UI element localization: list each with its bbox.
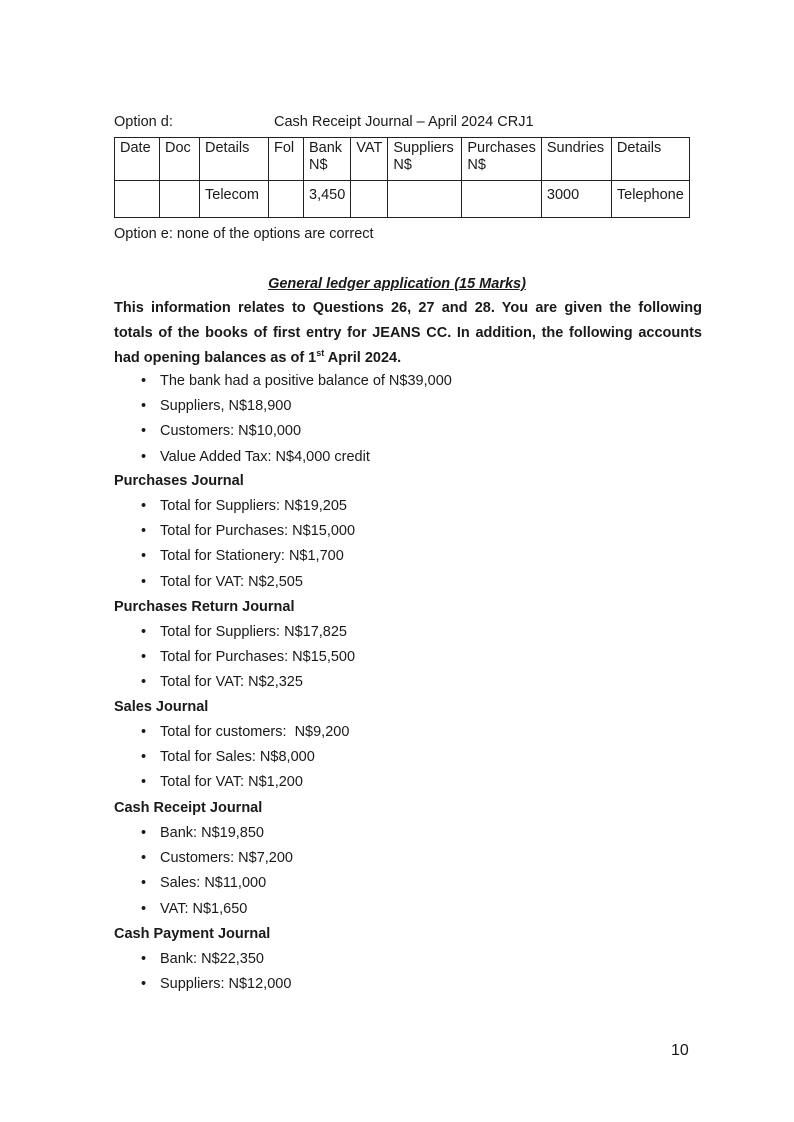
option-d-heading (114, 114, 714, 130)
table-header-row (115, 138, 690, 181)
header-cell: Sundries (541, 138, 611, 181)
bullet-icon: • (141, 976, 147, 993)
header-cell: Date (115, 138, 160, 181)
bullet-icon: • (141, 523, 147, 540)
list-item: • Bank: N$19,850 (114, 821, 714, 846)
bullet-icon: • (141, 573, 147, 590)
list-item: • Suppliers: N$12,000 (114, 972, 714, 997)
intro-text: This information relates to Questions 26, 27 and 28. You are given the following totals of the books of first entry for JEANS CC. In addition, the following accounts had opening balances as of 1 (114, 300, 702, 366)
section-title: General ledger application (15 Marks) (268, 276, 526, 292)
bullet-icon: • (141, 624, 147, 640)
purchases-journal-block (114, 469, 714, 595)
bullet-icon: • (141, 724, 147, 740)
header-cell: VAT (351, 138, 388, 181)
table-cell (462, 181, 542, 218)
header-cell: Fol (269, 138, 304, 181)
option-e: Option e: none of the options are correct (114, 226, 374, 242)
bullet-icon: • (141, 373, 147, 389)
journal-heading: Cash Payment Journal (114, 926, 271, 942)
bullet-icon: • (141, 900, 147, 917)
header-cell: Bank N$ (304, 138, 351, 181)
journal-heading: Cash Receipt Journal (114, 800, 263, 816)
header-cell: Doc (160, 138, 200, 181)
list-item: • Total for VAT: N$2,505 (114, 570, 714, 595)
bullet-icon: • (141, 674, 147, 691)
page-number: 10 (671, 1042, 689, 1059)
list-item: • Customers: N$7,200 (114, 846, 714, 871)
header-cell: Details (200, 138, 269, 181)
journal-title: Cash Receipt Journal – April 2024 CRJ1 (274, 114, 534, 130)
table-row (115, 181, 690, 218)
list-item: • Customers: N$10,000 (114, 419, 714, 444)
bullet-icon: • (141, 498, 147, 514)
bullet-icon: • (141, 850, 147, 867)
header-cell: Details (611, 138, 689, 181)
cash-payment-journal-block (114, 922, 714, 997)
bullet-icon: • (141, 875, 147, 892)
bullet-icon: • (141, 825, 147, 841)
purchases-return-journal-block (114, 595, 714, 696)
list-item: • Total for customers: N$9,200 (114, 720, 714, 745)
table-cell (115, 181, 160, 218)
list-item: • Total for Purchases: N$15,000 (114, 519, 714, 544)
cash-receipt-journal-block (114, 796, 714, 922)
bullet-icon: • (141, 423, 147, 440)
opening-balances-list (114, 369, 714, 470)
table-cell: 3000 (541, 181, 611, 218)
table-cell (388, 181, 462, 218)
option-d-label: Option d: (114, 114, 173, 130)
intro-paragraph (114, 296, 702, 371)
header-cell: Purchases N$ (462, 138, 542, 181)
journal-heading: Purchases Return Journal (114, 599, 295, 615)
list-item: • Total for Purchases: N$15,500 (114, 645, 714, 670)
header-cell: Suppliers N$ (388, 138, 462, 181)
table-cell (351, 181, 388, 218)
intro-tail: April 2024. (324, 350, 402, 366)
bullet-icon: • (141, 448, 147, 465)
table-cell: 3,450 (304, 181, 351, 218)
bullet-icon: • (141, 548, 147, 565)
table-cell (160, 181, 200, 218)
list-item: • Total for Suppliers: N$17,825 (114, 620, 714, 645)
table-cell: Telecom (200, 181, 269, 218)
list-item: • Value Added Tax: N$4,000 credit (114, 445, 714, 470)
cash-receipt-journal-table (114, 137, 690, 218)
list-item: • Total for Stationery: N$1,700 (114, 544, 714, 569)
list-item: • Sales: N$11,000 (114, 871, 714, 896)
bullet-icon: • (141, 774, 147, 791)
list-item: • VAT: N$1,650 (114, 897, 714, 922)
journal-heading: Purchases Journal (114, 473, 244, 489)
bullet-icon: • (141, 398, 147, 415)
list-item: • Total for VAT: N$2,325 (114, 670, 714, 695)
bullet-icon: • (141, 951, 147, 967)
table-cell (269, 181, 304, 218)
list-item: • Total for Suppliers: N$19,205 (114, 494, 714, 519)
sales-journal-block (114, 695, 714, 796)
bullet-icon: • (141, 749, 147, 766)
list-item: • The bank had a positive balance of N$39,000 (114, 369, 714, 394)
list-item: • Bank: N$22,350 (114, 947, 714, 972)
intro-superscript: st (316, 348, 325, 359)
journal-heading: Sales Journal (114, 699, 209, 715)
table-cell: Telephone (611, 181, 689, 218)
bullet-icon: • (141, 649, 147, 666)
list-item: • Total for VAT: N$1,200 (114, 770, 714, 795)
list-item: • Total for Sales: N$8,000 (114, 745, 714, 770)
list-item: • Suppliers, N$18,900 (114, 394, 714, 419)
